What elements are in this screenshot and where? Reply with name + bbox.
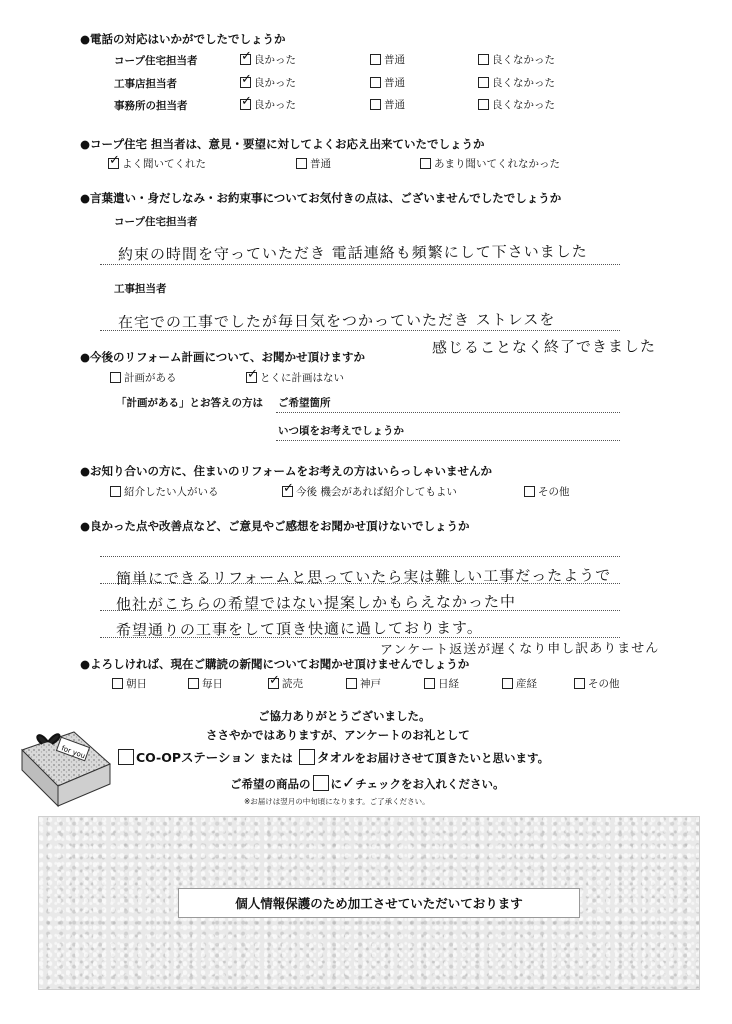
checkbox[interactable] xyxy=(296,158,307,169)
newspaper-option[interactable] xyxy=(112,676,147,691)
option-label: 神戸 xyxy=(360,678,381,690)
option-label: 日経 xyxy=(438,678,459,690)
comment-line-2: 他社がこちらの希望ではない提案しかもらえなかった中 xyxy=(115,592,517,614)
option-label: 朝日 xyxy=(126,678,147,690)
q5-title: ●お知り合いの方に、住まいのリフォームをお考えの方はいらっしゃいませんか xyxy=(80,464,492,478)
example-box xyxy=(313,775,329,791)
checkbox[interactable] xyxy=(240,99,251,110)
checkbox[interactable] xyxy=(246,372,257,383)
delivery-note: ※お届けは翌月の中旬頃になります。ご了承ください。 xyxy=(244,797,430,806)
option-label: 良くなかった xyxy=(492,77,555,89)
q1-option[interactable] xyxy=(240,97,296,112)
option-label: とくに計画はない xyxy=(260,372,344,384)
gift-choice-line xyxy=(116,748,549,766)
checkbox[interactable] xyxy=(420,158,431,169)
option-label: その他 xyxy=(588,678,620,690)
checkbox[interactable] xyxy=(424,678,435,689)
newspaper-option[interactable] xyxy=(346,676,381,691)
q1-option[interactable] xyxy=(370,52,405,67)
newspaper-option[interactable] xyxy=(268,676,303,691)
option-label: 良くなかった xyxy=(492,54,555,66)
q5-option-2[interactable] xyxy=(524,484,570,499)
q1-option[interactable] xyxy=(370,97,405,112)
newspaper-option[interactable] xyxy=(424,676,459,691)
option-label: 毎日 xyxy=(202,678,223,690)
q1-option[interactable] xyxy=(370,75,405,90)
checkbox[interactable] xyxy=(478,54,489,65)
comment-line-4: アンケート返送が遅くなり申し訳ありません xyxy=(379,641,660,658)
q1-option[interactable] xyxy=(240,75,296,90)
newspaper-option[interactable] xyxy=(574,676,620,691)
q1-row-label: 事務所の担当者 xyxy=(114,100,188,112)
newspaper-option[interactable] xyxy=(188,676,223,691)
q4-title: ●今後のリフォーム計画について、お聞かせ頂けますか xyxy=(80,350,365,364)
q1-option[interactable] xyxy=(478,75,555,90)
option-label: 紹介したい人がいる xyxy=(124,486,219,498)
checkbox[interactable] xyxy=(110,486,121,497)
contractor-staff-label: 工事担当者 xyxy=(114,283,167,295)
option-label: 良くなかった xyxy=(492,99,555,111)
checkbox[interactable] xyxy=(108,158,119,169)
coop-station-checkbox[interactable] xyxy=(118,749,134,765)
comment-line-3: 希望通りの工事をして頂き快適に過しております。 xyxy=(115,618,483,640)
checkbox[interactable] xyxy=(478,77,489,88)
checkbox[interactable] xyxy=(370,54,381,65)
q2-option-0[interactable] xyxy=(108,156,206,171)
q1-row-label: 工事店担当者 xyxy=(114,78,177,90)
checkbox[interactable] xyxy=(574,678,585,689)
option-label: その他 xyxy=(538,486,570,498)
option-label: よく聞いてくれた xyxy=(122,158,206,170)
checkbox[interactable] xyxy=(268,678,279,689)
option-label: 産経 xyxy=(516,678,537,690)
q1-title: ●電話の対応はいかがでしたでしょうか xyxy=(80,32,286,46)
q4-followup-place: ご希望箇所 xyxy=(278,397,331,409)
q2-option-1[interactable] xyxy=(296,156,331,171)
gift-tag-text: for you xyxy=(60,744,87,761)
checkbox[interactable] xyxy=(502,678,513,689)
option-label: 普通 xyxy=(384,77,405,89)
place-answer-line[interactable] xyxy=(276,412,620,413)
contractor-comment-line1: 在宅での工事でしたが毎日気をつかっていただき ストレスを xyxy=(117,310,556,332)
q4-option-1[interactable] xyxy=(246,370,344,385)
q1-option[interactable] xyxy=(478,97,555,112)
gift-option-b-label: タオル xyxy=(316,750,355,765)
q4-option-0[interactable] xyxy=(110,370,177,385)
checkbox[interactable] xyxy=(188,678,199,689)
checkbox[interactable] xyxy=(110,372,121,383)
gift-illustration xyxy=(18,724,114,814)
gift-line-suffix: をお届けさせて頂きたいと思います。 xyxy=(354,751,550,765)
checkbox[interactable] xyxy=(282,486,293,497)
checkbox[interactable] xyxy=(478,99,489,110)
divider xyxy=(100,556,620,557)
check-mark-icon: ✓ xyxy=(342,773,356,792)
q2-option-2[interactable] xyxy=(420,156,560,171)
coop-comment: 約束の時間を守っていただき 電話連絡も頻繁にして下さいました xyxy=(117,242,588,264)
option-label: 良かった xyxy=(254,54,296,66)
option-label: あまり聞いてくれなかった xyxy=(434,158,560,170)
q6-title: ●良かった点や改善点など、ご意見やご感想をお聞かせ頂けないでしょうか xyxy=(80,519,470,533)
checkbox[interactable] xyxy=(370,99,381,110)
thanks-line1: ご協力ありがとうございました。 xyxy=(258,709,431,723)
newspaper-option[interactable] xyxy=(502,676,537,691)
comment-line-1: 簡単にできるリフォームと思っていたら実は難しい工事だったようで xyxy=(115,566,612,588)
q4-followup-when: いつ頃をお考えでしょうか xyxy=(278,425,404,437)
option-label: 良かった xyxy=(254,99,296,111)
checkbox[interactable] xyxy=(240,54,251,65)
privacy-notice: 個人情報保護のため加工させていただいております xyxy=(178,888,580,918)
q1-option[interactable] xyxy=(240,52,296,67)
q7-title: ●よろしければ、現在ご購読の新聞についてお聞かせ頂けませんでしょうか xyxy=(80,657,470,671)
q4-followup-prefix: 「計画がある」とお答えの方は xyxy=(116,397,263,409)
q5-option-1[interactable] xyxy=(282,484,457,499)
option-label: 普通 xyxy=(384,99,405,111)
checkbox[interactable] xyxy=(346,678,357,689)
q3-title: ●言葉遣い・身だしなみ・お約束事についてお気付きの点は、ございませんでしたでしょうか xyxy=(80,191,562,205)
option-label: 普通 xyxy=(384,54,405,66)
coop-staff-label: コープ住宅担当者 xyxy=(114,216,198,228)
check-instruction-line xyxy=(230,773,505,792)
gift-box-icon xyxy=(18,724,114,814)
q1-option[interactable] xyxy=(478,52,555,67)
gift-option-a-label: CO-OPステーション xyxy=(136,750,256,765)
option-label: 読売 xyxy=(282,678,303,690)
checkbox[interactable] xyxy=(370,77,381,88)
when-answer-line[interactable] xyxy=(276,440,620,441)
instruction-prefix: ご希望の商品の xyxy=(230,777,311,791)
q1-row-label: コープ住宅担当者 xyxy=(114,55,198,67)
option-label: 計画がある xyxy=(124,372,177,384)
instruction-mid: に xyxy=(330,777,342,791)
contractor-comment-line2: 感じることなく終了できました xyxy=(431,337,657,357)
checkbox[interactable] xyxy=(240,77,251,88)
towel-checkbox[interactable] xyxy=(299,749,315,765)
option-label: 普通 xyxy=(310,158,331,170)
q2-title: ●コープ住宅 担当者は、意見・要望に対してよくお応え出来ていたでしょうか xyxy=(80,137,485,151)
checkbox[interactable] xyxy=(112,678,123,689)
option-label: 良かった xyxy=(254,77,296,89)
q5-option-0[interactable] xyxy=(110,484,219,499)
instruction-suffix: チェックをお入れください。 xyxy=(355,777,505,791)
or-text: または xyxy=(259,752,293,765)
thanks-line2: ささやかではありますが、アンケートのお礼として xyxy=(206,728,470,742)
checkbox[interactable] xyxy=(524,486,535,497)
option-label: 今後 機会があれば紹介してもよい xyxy=(296,486,457,498)
